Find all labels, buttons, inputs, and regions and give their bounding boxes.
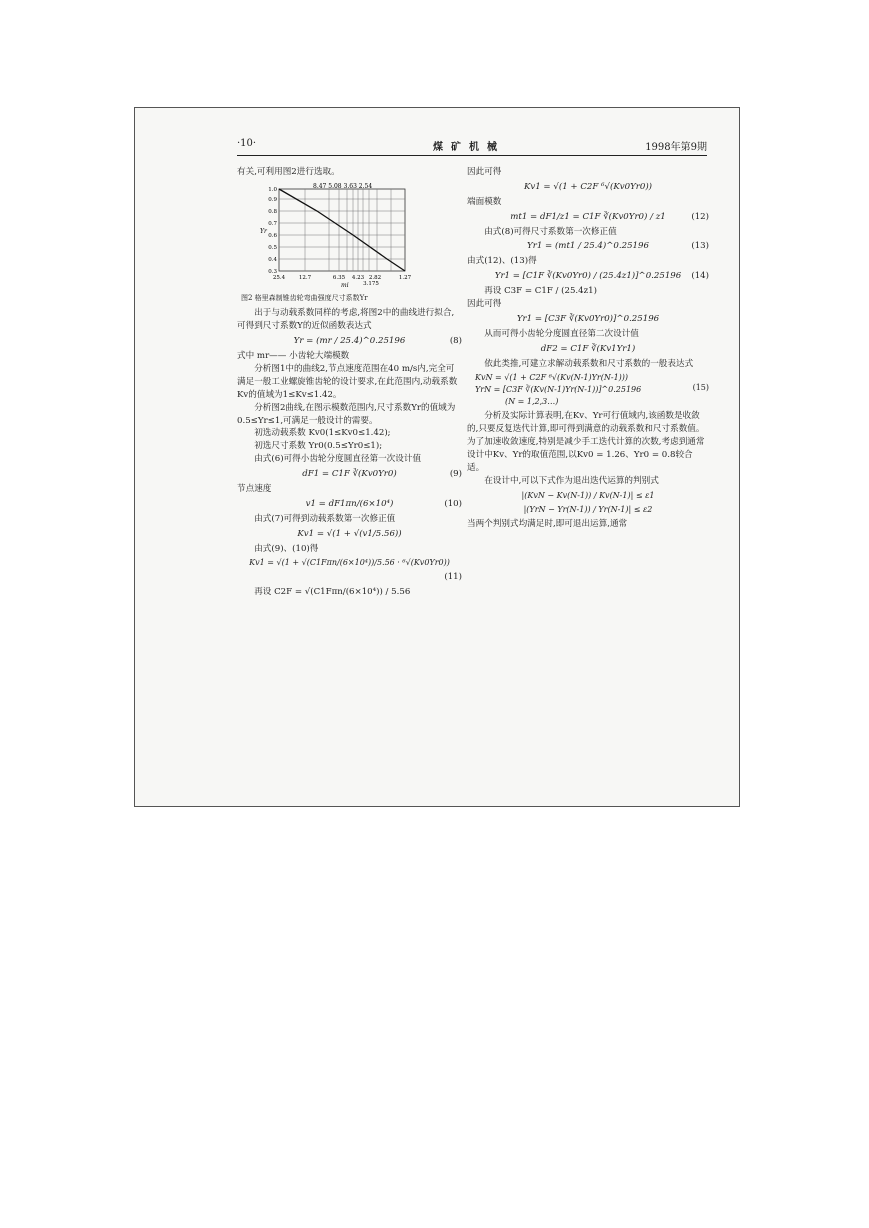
equation-10: v1 = dF1πn/(6×10⁴) (10)	[305, 498, 462, 509]
equation-b: Yr1 = [C3F ∛(Kv0Yr0)]^0.25196	[516, 313, 660, 324]
paragraph: 由式(9)、(10)得	[254, 543, 319, 554]
y-tick: 0.8	[268, 208, 277, 215]
equation-8: Yr = (mr / 25.4)^0.25196 (8)	[293, 336, 462, 347]
x-tick: 2.82	[368, 274, 382, 281]
y-tick: 0.7	[268, 220, 277, 227]
equation-11: Kv1 = √(1 + √(C1Fπn/(6×10⁴))/5.56 · ⁶√(Kv0Yr0))	[249, 558, 450, 568]
paragraph: 从而可得小齿轮分度圆直径第二次设计值	[484, 328, 639, 339]
equation-c: dF2 = C1F ∛(Kv1Yr1)	[540, 343, 636, 354]
journal-name: 煤矿机械	[433, 142, 505, 153]
equation-11-number: (11)	[444, 572, 462, 583]
paragraph: 分析图1中的曲线2,节点速度范围在40 m/s内,完全可满足一般工业螺旋锥齿轮的设计要求,在此范围内,动载系数Kv的值域为1≤Kv≤1.42。	[237, 363, 458, 400]
paragraph: 有关,可利用图2进行选取。	[237, 167, 340, 177]
x-tick: 1.27	[398, 274, 412, 281]
y-tick: 0.6	[268, 232, 277, 239]
paragraph: 初选动载系数 Kv0(1≤Kv0≤1.42);	[254, 428, 391, 439]
paragraph: 再设 C2F = √(C1Fπn/(6×10⁴)) / 5.56	[254, 587, 411, 598]
paragraph: 出于与动载系数同样的考虑,将图2中的曲线进行拟合,可得到尺寸系数Y的近似函数表达式	[237, 308, 455, 332]
equation-12: mt1 = dF1/z1 = C1F ∛(Kv0Yr0) / z1 (12)	[510, 211, 709, 222]
issue-label: 1998年第9期	[645, 142, 707, 153]
equation-14: Yr1 = [C1F ∛(Kv0Yr0) / (25.4z1)]^0.25196 (14)	[494, 271, 709, 282]
x-tick: 3.175	[363, 280, 379, 287]
figure-2	[257, 183, 427, 291]
paragraph: 依此类推,可建立求解动载系数和尺寸系数的一般表达式	[484, 358, 694, 369]
equation-15: KvN = √(1 + C2F ⁶√(Kv(N-1)Yr(N-1))) YrN = [C3F ∛(Kv(N-1)Yr(N-1))]^0.25196 (N = 1,2,3…) (15)	[475, 373, 709, 407]
paragraph: 由式(7)可得到动载系数第一次修正值	[254, 513, 396, 524]
page-header	[237, 138, 707, 156]
paragraph: 节点速度	[237, 483, 272, 494]
x-tick: 6.35	[332, 274, 346, 281]
equation-a: Kv1 = √(1 + C2F ⁶√(Kv0Yr0))	[523, 181, 653, 192]
scanned-page	[134, 107, 740, 807]
paragraph: 由式(12)、(13)得	[467, 256, 537, 267]
y-axis-label: Yr	[260, 227, 267, 235]
header-rule	[237, 155, 707, 156]
paragraph: 因此可得	[467, 299, 502, 310]
paragraph: 因此可得	[467, 167, 502, 177]
top-ticks: 8.47 5.08 3.63 2.54	[313, 182, 373, 190]
paragraph: 初选尺寸系数 Yr0(0.5≤Yr0≤1);	[254, 441, 383, 452]
paragraph: 分析图2曲线,在图示模数范围内,尺寸系数Yr的值域为0.5≤Yr≤1,可满足一般设计的需要。	[237, 402, 456, 426]
y-tick: 0.4	[268, 256, 277, 263]
paragraph: 由式(8)可得尺寸系数第一次修正值	[484, 226, 617, 237]
paragraph: 端面模数	[467, 196, 502, 207]
paragraph: 当两个判别式均满足时,即可退出运算,通常	[467, 518, 628, 529]
y-tick: 0.5	[268, 244, 277, 251]
left-column	[237, 166, 462, 599]
figure-caption: 图2 格里森制锥齿轮弯曲强度尺寸系数Yr	[241, 293, 368, 302]
equation-10b: Kv1 = √(1 + √(v1/5.56))	[297, 528, 402, 539]
paragraph: 式中 mr—— 小齿轮大端模数	[237, 351, 350, 362]
x-tick: 12.7	[298, 274, 312, 281]
paragraph: 分析及实际计算表明,在Kv、Yr可行值域内,该函数是收敛的,只要反复迭代计算,即可得到满意的动载系数和尺寸系数值。为了加速收敛速度,特别是减少手工迭代计算的次数,考虑到通常设计中Kv、Yr的取值范围,以Kv0 = 1.26、Yr0 = 0.8较合适。	[467, 411, 705, 474]
paragraph: 再设 C3F = C1F / (25.4z1)	[484, 286, 597, 297]
paragraph: 在设计中,可以下式作为退出迭代运算的判别式	[484, 475, 659, 486]
y-tick: 1.0	[268, 186, 277, 193]
figure-2-chart	[257, 183, 427, 291]
equation-13: Yr1 = (mt1 / 25.4)^0.25196 (13)	[527, 241, 709, 252]
equation-9: dF1 = C1F ∛(Kv0Yr0) (9)	[302, 469, 462, 480]
x-tick: 25.4	[272, 274, 286, 281]
size-factor-curve	[279, 189, 405, 271]
x-tick: 4.23	[351, 274, 365, 281]
equation-d: |(KvN − Kv(N-1)) / Kv(N-1)| ≤ ε1	[521, 490, 655, 500]
paragraph: 由式(6)可得小齿轮分度圆直径第一次设计值	[254, 454, 422, 465]
y-tick: 0.3	[268, 268, 277, 275]
equation-e: |(YrN − Yr(N-1)) / Yr(N-1)| ≤ ε2	[523, 504, 653, 514]
page-number: ·10·	[237, 138, 257, 149]
x-axis-label: mi	[341, 281, 349, 289]
y-tick: 0.9	[268, 196, 277, 203]
right-column	[467, 166, 709, 531]
